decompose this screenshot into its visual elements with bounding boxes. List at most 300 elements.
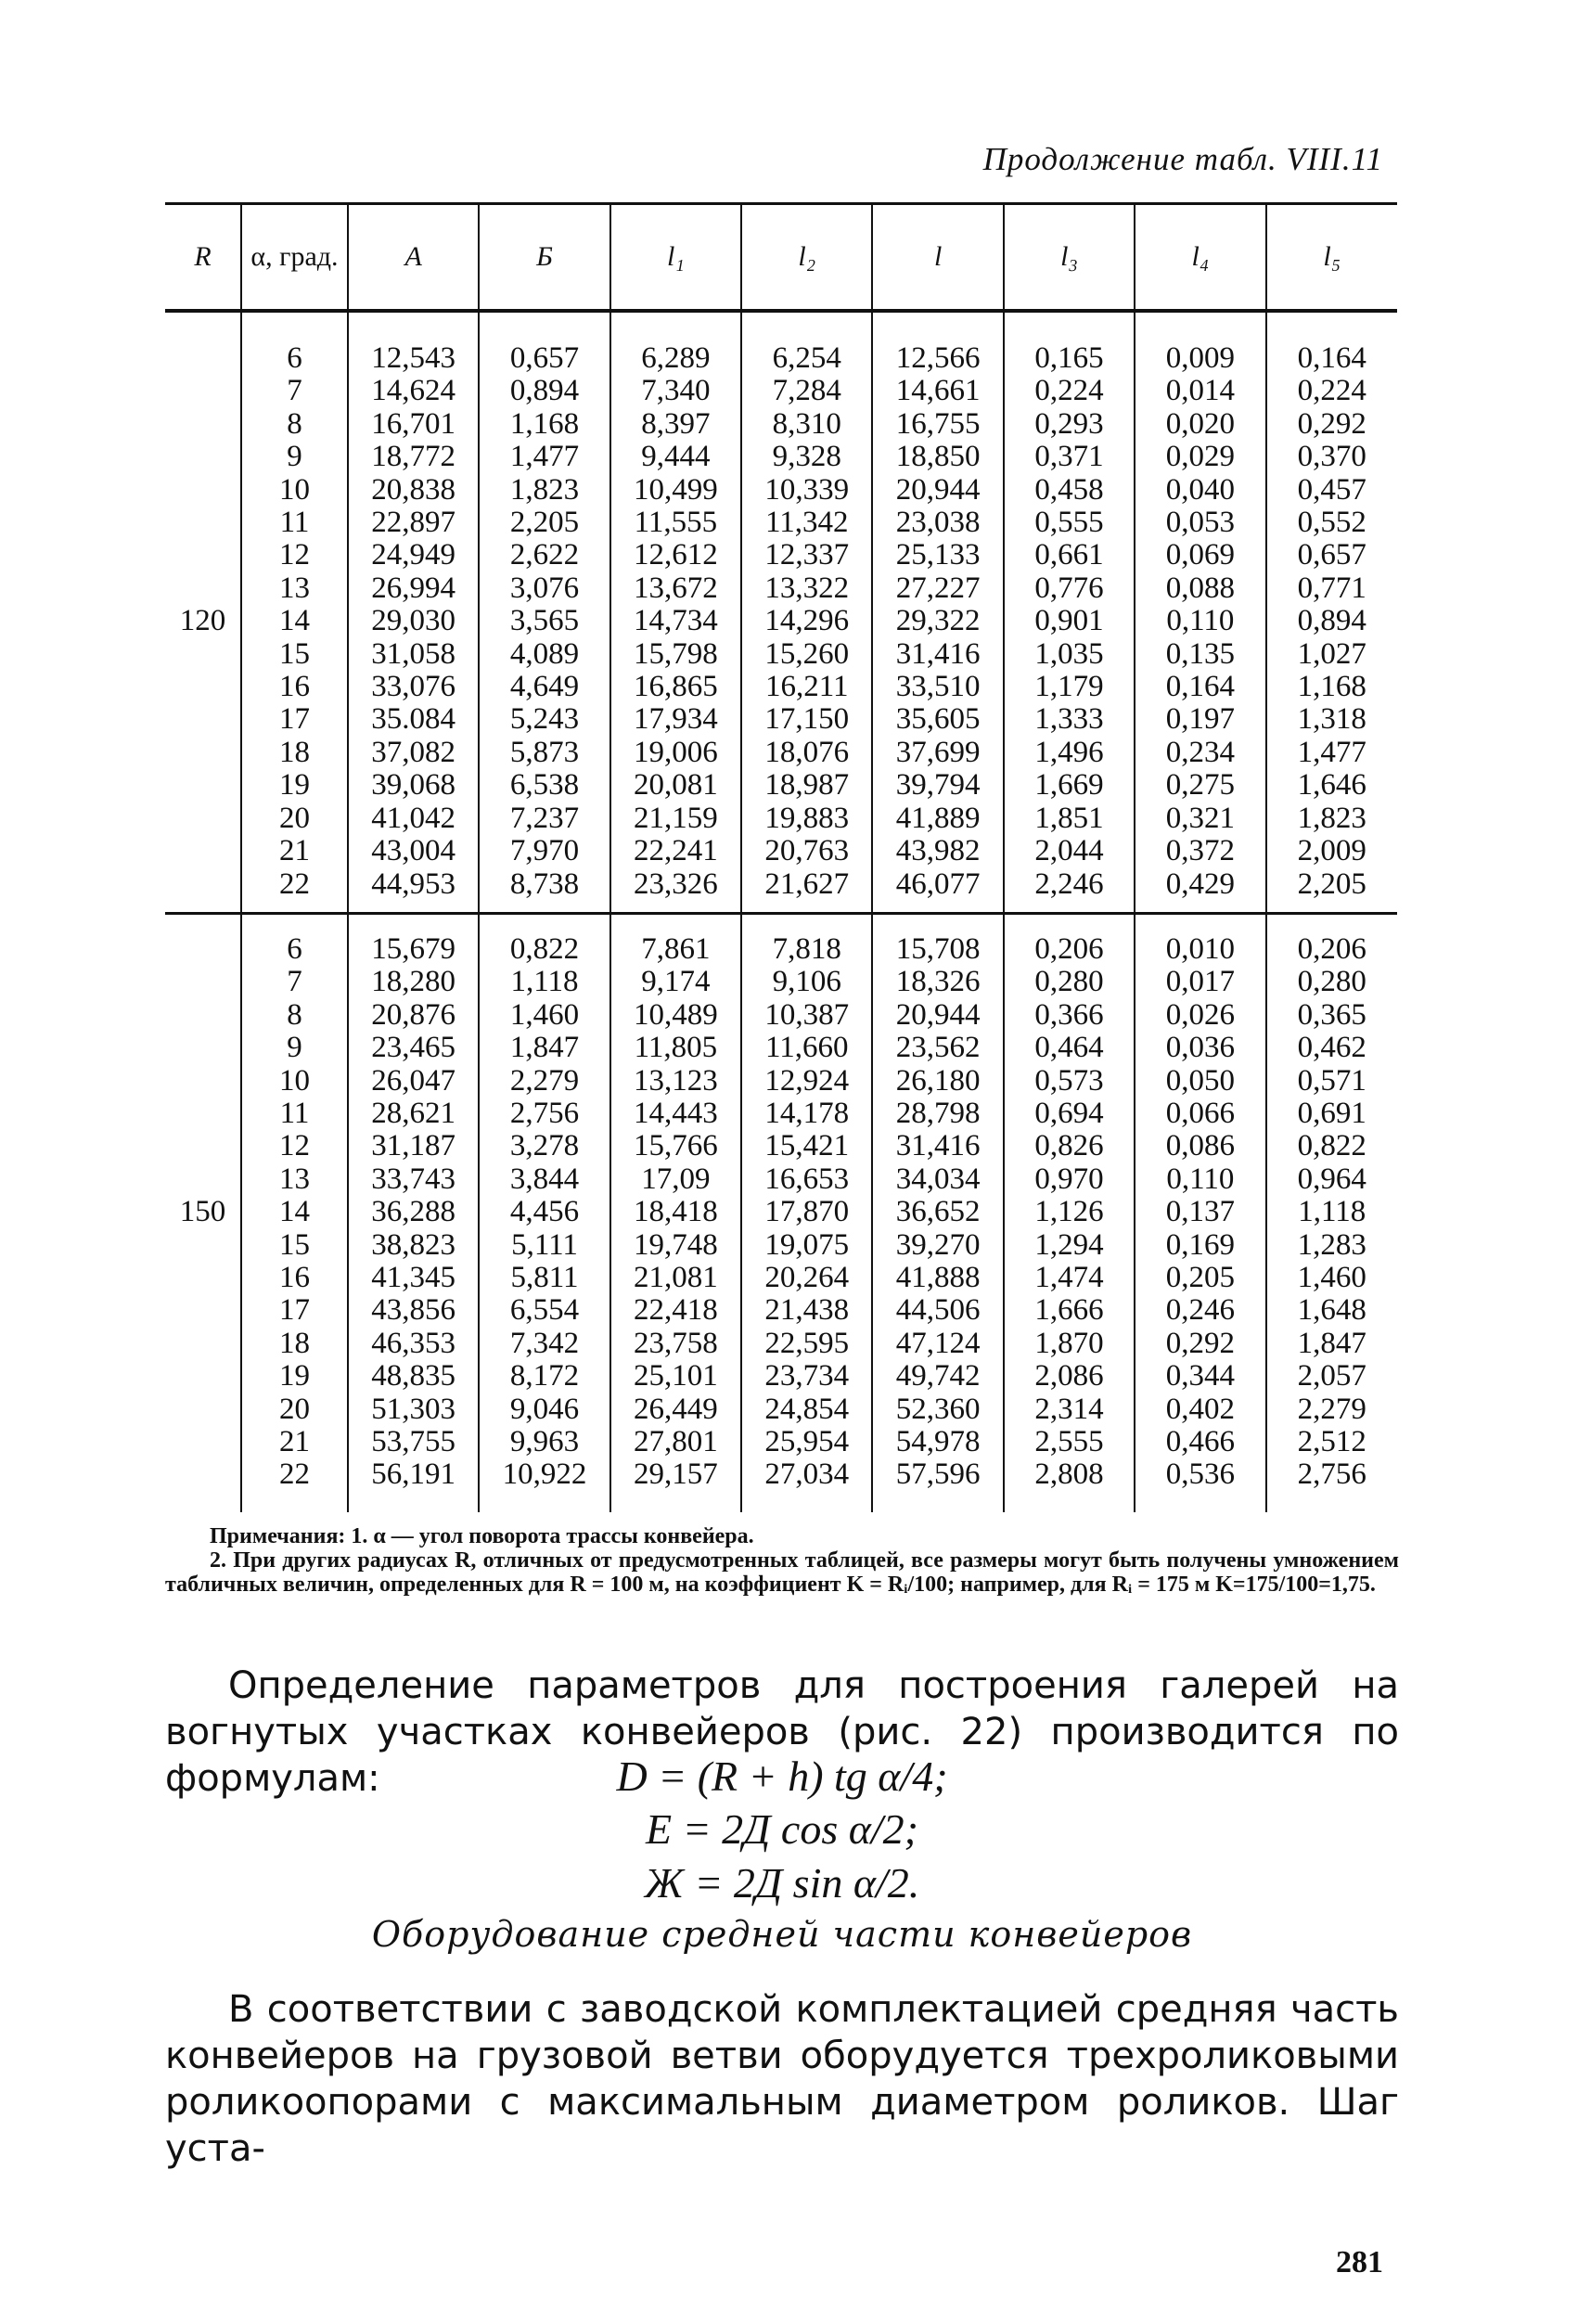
table-cell: 0,371	[1034, 440, 1104, 474]
table-cell: 2,279	[1297, 1392, 1366, 1426]
column-l3	[1004, 913, 1135, 1511]
table-cell: 1,823	[1297, 801, 1366, 835]
table-cell: 0,029	[1165, 440, 1235, 474]
header-l5: l₅	[1266, 204, 1397, 312]
table-cell: 16	[278, 670, 310, 704]
table-cell: 0,657	[509, 341, 580, 375]
column-a	[348, 311, 479, 913]
table-cell: 1,035	[1034, 636, 1104, 671]
formula-zh: Ж = 2Д sin α/2.	[644, 1859, 920, 1907]
table-cell: 29,030	[371, 604, 456, 638]
table-cell: 9	[287, 440, 302, 474]
data-table	[165, 202, 1397, 1512]
table-cell: 0,036	[1165, 1031, 1235, 1065]
table-caption: Продолжение табл. VIII.11	[982, 141, 1383, 177]
table-cell: 9,963	[509, 1425, 580, 1458]
table-cell: 13,123	[634, 1063, 718, 1098]
table-cell: 12	[278, 1129, 310, 1163]
table-cell: 27,034	[764, 1457, 850, 1492]
table-cell: 26,994	[371, 571, 456, 605]
table-cell: 2,205	[1297, 867, 1366, 901]
table-cell: 18	[278, 1326, 310, 1360]
table-cell: 3,076	[509, 571, 580, 605]
table-cell: 20	[278, 801, 310, 835]
table-cell: 16,653	[764, 1162, 850, 1196]
table-cell: 3,565	[509, 604, 580, 638]
table-cell: 33,076	[371, 670, 456, 704]
column-l3	[1004, 311, 1135, 913]
table-block-r120	[165, 311, 1397, 913]
table-cell: 41,888	[895, 1260, 981, 1294]
table-cell: 0,822	[1297, 1129, 1366, 1163]
table-cell: 0,010	[1165, 931, 1235, 966]
table-cell: 41,345	[371, 1260, 456, 1294]
table-cell: 0,370	[1297, 440, 1366, 474]
table-cell: 1,460	[509, 997, 580, 1032]
table-cell: 43,004	[371, 834, 456, 868]
table-cell: 51,303	[371, 1392, 456, 1426]
table-cell: 15	[278, 1227, 310, 1262]
table-cell: 0,402	[1165, 1392, 1235, 1426]
table-cell: 18	[278, 735, 310, 769]
table-cell: 0,164	[1297, 341, 1366, 375]
table-cell: 24,854	[764, 1392, 850, 1426]
header-r: R	[165, 204, 241, 312]
table-cell: 10,387	[764, 997, 850, 1032]
table-cell: 17	[278, 1293, 310, 1328]
table-cell: 7,284	[772, 374, 841, 408]
table-cell: 2,246	[1034, 867, 1104, 901]
table-cell: 9,328	[772, 440, 841, 474]
table-cell: 34,034	[895, 1162, 981, 1196]
table-cell: 2,044	[1034, 834, 1104, 868]
table-cell: 31,416	[895, 636, 981, 671]
table-cell: 22,595	[764, 1326, 850, 1360]
table-cell: 43,856	[371, 1293, 456, 1328]
table-cell: 7,342	[509, 1326, 580, 1360]
table-cell: 48,835	[371, 1359, 456, 1393]
table-cell: 0,066	[1165, 1096, 1235, 1130]
table-cell: 20,838	[371, 472, 456, 507]
table-cell: 49,742	[895, 1359, 981, 1393]
table-cell: 17	[278, 702, 310, 737]
table-cell: 2,808	[1034, 1457, 1104, 1492]
table-cell: 9,046	[509, 1392, 580, 1426]
table-cell: 12	[278, 538, 310, 572]
table-cell: 21	[278, 1425, 310, 1458]
table-cell: 1,847	[1297, 1326, 1366, 1360]
table-cell: 0,771	[1297, 571, 1366, 605]
table-cell: 1,318	[1297, 702, 1366, 737]
table-cell: 21,159	[634, 801, 718, 835]
table-cell: 36,652	[895, 1195, 981, 1229]
table-cell: 10,339	[764, 472, 850, 507]
table-cell: 10	[278, 472, 310, 507]
table-cell: 15,766	[634, 1129, 718, 1163]
table-cell: 0,053	[1165, 506, 1235, 540]
table-cell: 10	[278, 1063, 310, 1098]
table-cell: 56,191	[371, 1457, 456, 1492]
table-cell: 23,465	[371, 1031, 456, 1065]
table-cell: 17,09	[641, 1162, 711, 1196]
table-cell: 19,748	[634, 1227, 718, 1262]
table-cell: 2,057	[1297, 1359, 1366, 1393]
table-cell: 15,679	[371, 931, 456, 966]
table-cell: 0,366	[1034, 997, 1104, 1032]
table-cell: 0,009	[1165, 341, 1235, 375]
table-cell: 46,353	[371, 1326, 456, 1360]
table-cell: 47,124	[895, 1326, 981, 1360]
table-cell: 26,047	[371, 1063, 456, 1098]
table-cell: 8,397	[641, 406, 711, 441]
column-l4	[1135, 311, 1265, 913]
table-cell: 1,027	[1297, 636, 1366, 671]
table-cell: 15,421	[764, 1129, 850, 1163]
table-cell: 20,944	[895, 472, 981, 507]
table-cell: 54,978	[895, 1425, 981, 1458]
table-cell: 19	[278, 1359, 310, 1393]
table-cell: 1,474	[1034, 1260, 1104, 1294]
table-cell: 18,987	[764, 768, 850, 802]
table-cell: 0,571	[1297, 1063, 1366, 1098]
table-cell: 8,310	[772, 406, 841, 441]
table-cell: 29,322	[895, 604, 981, 638]
table-cell: 0,894	[509, 374, 580, 408]
table-cell: 9,174	[641, 965, 711, 999]
header-l4: l₄	[1135, 204, 1265, 312]
table-cell: 0,224	[1034, 374, 1104, 408]
note-2: 2. При других радиусах R, отличных от предусмотренных таблицей, все размеры могут быть получены умножением табличных величин, определенных для R = 100 м, на коэффициент K = Rᵢ/100; например, для Rᵢ = 175 м K=175/100=1,75.	[165, 1548, 1399, 1597]
table-cell: 8	[287, 406, 302, 441]
table-cell: 2,086	[1034, 1359, 1104, 1393]
table-cell: 6	[287, 341, 302, 375]
table-cell: 21,081	[634, 1260, 718, 1294]
table-cell: 0,135	[1165, 636, 1235, 671]
table-cell: 1,648	[1297, 1293, 1366, 1328]
table-cell: 39,270	[895, 1227, 981, 1262]
table-cell: 18,850	[895, 440, 981, 474]
radius-cell: 150	[165, 913, 241, 1511]
table-cell: 17,934	[634, 702, 718, 737]
table-cell: 1,333	[1034, 702, 1104, 737]
table-cell: 14,661	[895, 374, 981, 408]
table-cell: 0,826	[1034, 1129, 1104, 1163]
column-b	[479, 311, 609, 913]
table-cell: 0,017	[1165, 965, 1235, 999]
table-cell: 4,456	[509, 1195, 580, 1229]
table-cell: 28,621	[371, 1096, 456, 1130]
table-cell: 26,449	[634, 1392, 718, 1426]
table-cell: 14	[278, 1195, 310, 1229]
table-cell: 0,050	[1165, 1063, 1235, 1098]
column-b	[479, 913, 609, 1511]
table-cell: 11	[279, 506, 310, 540]
table-cell: 8,172	[509, 1359, 580, 1393]
table-cell: 9	[287, 1031, 302, 1065]
table-cell: 1,118	[1298, 1195, 1366, 1229]
table-cell: 0,776	[1034, 571, 1104, 605]
table-cell: 2,756	[1297, 1457, 1366, 1492]
table-cell: 0,466	[1165, 1425, 1235, 1458]
table-cell: 22	[278, 867, 310, 901]
header-l2: l₂	[741, 204, 872, 312]
table-cell: 3,278	[509, 1129, 580, 1163]
table-cell: 20,763	[764, 834, 850, 868]
table-cell: 0,372	[1165, 834, 1235, 868]
table-cell: 2,205	[509, 506, 580, 540]
table-cell: 39,068	[371, 768, 456, 802]
table-cell: 6,289	[641, 341, 711, 375]
table-cell: 5,811	[510, 1260, 579, 1294]
table-cell: 2,314	[1034, 1392, 1104, 1426]
table-cell: 33,743	[371, 1162, 456, 1196]
table-cell: 37,082	[371, 735, 456, 769]
table-cell: 17,150	[764, 702, 850, 737]
header-a: A	[348, 204, 479, 312]
table-cell: 36,288	[371, 1195, 456, 1229]
table-cell: 31,058	[371, 636, 456, 671]
table-cell: 0,234	[1165, 735, 1235, 769]
table-cell: 0,026	[1165, 997, 1235, 1032]
table-cell: 1,477	[509, 440, 580, 474]
table-cell: 23,038	[895, 506, 981, 540]
table-cell: 0,206	[1034, 931, 1104, 966]
table-cell: 0,964	[1297, 1162, 1366, 1196]
column-l1	[610, 311, 741, 913]
table-cell: 1,294	[1034, 1227, 1104, 1262]
table-cell: 9,106	[772, 965, 841, 999]
header-l: l	[872, 204, 1003, 312]
table-cell: 0,321	[1165, 801, 1235, 835]
table-cell: 39,794	[895, 768, 981, 802]
paragraph-equipment: В соответствии с заводской комплектацией средняя часть конвейеров на грузовой ветви оборудуется трехроликовыми роликоопорами с максимальным диаметром роликов. Шаг уста-	[165, 1988, 1399, 2170]
table-cell: 20,876	[371, 997, 456, 1032]
table-cell: 0,205	[1165, 1260, 1235, 1294]
table-cell: 38,823	[371, 1227, 456, 1262]
column-l2	[741, 311, 872, 913]
table-cell: 0,169	[1165, 1227, 1235, 1262]
table-cell: 0,069	[1165, 538, 1235, 572]
table-cell: 7,861	[641, 931, 711, 966]
table-cell: 2,279	[509, 1063, 580, 1098]
table-cell: 7	[287, 374, 302, 408]
table-cell: 0,020	[1165, 406, 1235, 441]
table-cell: 0,429	[1165, 867, 1235, 901]
table-cell: 20	[278, 1392, 310, 1426]
table-cell: 27,227	[895, 571, 981, 605]
table-cell: 0,657	[1297, 538, 1366, 572]
column-alpha	[241, 913, 348, 1511]
table-cell: 0,970	[1034, 1162, 1104, 1196]
column-a	[348, 913, 479, 1511]
table-cell: 1,118	[510, 965, 579, 999]
table-cell: 23,758	[634, 1326, 718, 1360]
table-cell: 3,844	[509, 1162, 580, 1196]
table-cell: 10,489	[634, 997, 718, 1032]
table-cell: 0,110	[1166, 604, 1235, 638]
table-cell: 8	[287, 997, 302, 1032]
header-b: Б	[479, 204, 609, 312]
table-cell: 1,669	[1034, 768, 1104, 802]
table-cell: 28,798	[895, 1096, 981, 1130]
table-cell: 1,283	[1297, 1227, 1366, 1262]
table-cell: 19,883	[764, 801, 850, 835]
table-cell: 33,510	[895, 670, 981, 704]
table-cell: 15	[278, 636, 310, 671]
column-l	[872, 913, 1003, 1511]
header-alpha: α, град.	[241, 204, 348, 312]
table-cell: 0,275	[1165, 768, 1235, 802]
table-cell: 29,157	[634, 1457, 718, 1492]
table-cell: 7	[287, 965, 302, 999]
table-cell: 20,944	[895, 997, 981, 1032]
table-cell: 27,801	[634, 1425, 718, 1458]
table-cell: 9,444	[641, 440, 711, 474]
table-cell: 11,342	[765, 506, 849, 540]
table-cell: 16,211	[765, 670, 849, 704]
table-cell: 1,179	[1034, 670, 1104, 704]
table-cell: 0,040	[1165, 472, 1235, 507]
table-cell: 1,870	[1034, 1326, 1104, 1360]
table-cell: 26,180	[895, 1063, 981, 1098]
table-cell: 0,224	[1297, 374, 1366, 408]
table-cell: 15,260	[764, 636, 850, 671]
table-cell: 23,562	[895, 1031, 981, 1065]
table-cell: 1,496	[1034, 735, 1104, 769]
table-cell: 10,922	[502, 1457, 587, 1492]
table-cell: 7,237	[509, 801, 580, 835]
table-cell: 14,296	[764, 604, 850, 638]
column-l	[872, 311, 1003, 913]
column-l5	[1266, 311, 1397, 913]
table-cell: 0,086	[1165, 1129, 1235, 1163]
table-cell: 11	[279, 1096, 310, 1130]
table-cell: 12,924	[764, 1063, 850, 1098]
table-cell: 14,734	[634, 604, 718, 638]
header-l3: l₃	[1004, 204, 1135, 312]
table-cell: 6,254	[772, 341, 841, 375]
header-l1: l₁	[610, 204, 741, 312]
table-cell: 0,901	[1034, 604, 1104, 638]
table-cell: 5,873	[509, 735, 580, 769]
table-cell: 31,187	[371, 1129, 456, 1163]
table-cell: 4,649	[509, 670, 580, 704]
table-cell: 1,126	[1034, 1195, 1104, 1229]
table-cell: 0,014	[1165, 374, 1235, 408]
column-l5	[1266, 913, 1397, 1511]
table-cell: 23,734	[764, 1359, 850, 1393]
note-1: Примечания: 1. α — угол поворота трассы конвейера.	[210, 1524, 754, 1548]
table-cell: 0,206	[1297, 931, 1366, 966]
table-cell: 12,566	[895, 341, 981, 375]
table-cell: 0,292	[1165, 1326, 1235, 1360]
table-cell: 0,661	[1034, 538, 1104, 572]
table-cell: 21	[278, 834, 310, 868]
table-notes	[165, 1524, 1399, 1597]
table-cell: 0,280	[1034, 965, 1104, 999]
table-cell: 15,708	[895, 931, 981, 966]
table-cell: 2,622	[509, 538, 580, 572]
radius-cell: 120	[179, 604, 226, 638]
table-cell: 44,506	[895, 1293, 981, 1328]
table-block-r150	[165, 913, 1397, 1511]
table-cell: 1,666	[1034, 1293, 1104, 1328]
table-cell: 57,596	[895, 1457, 981, 1492]
column-l1	[610, 913, 741, 1511]
table-cell: 52,360	[895, 1392, 981, 1426]
table-cell: 6,538	[509, 768, 580, 802]
table-cell: 5,111	[511, 1227, 578, 1262]
table-cell: 14,624	[371, 374, 456, 408]
table-cell: 25,101	[634, 1359, 718, 1393]
table-cell: 16	[278, 1260, 310, 1294]
table-cell: 0,552	[1297, 506, 1366, 540]
table-cell: 43,982	[895, 834, 981, 868]
table-cell: 0,822	[509, 931, 580, 966]
column-alpha	[241, 311, 348, 913]
table-cell: 22	[278, 1457, 310, 1492]
table-cell: 18,076	[764, 735, 850, 769]
table-cell: 21,438	[764, 1293, 850, 1328]
table-cell: 10,499	[634, 472, 718, 507]
table-cell: 5,243	[509, 702, 580, 737]
table-cell: 7,970	[509, 834, 580, 868]
table-cell: 2,512	[1297, 1425, 1366, 1458]
table-cell: 11,660	[765, 1031, 849, 1065]
table-cell: 22,418	[634, 1293, 718, 1328]
table-cell: 13,672	[634, 571, 718, 605]
page-number: 281	[1336, 2245, 1383, 2279]
table-cell: 46,077	[895, 867, 981, 901]
table-cell: 1,477	[1297, 735, 1366, 769]
table-cell: 11,805	[634, 1031, 718, 1065]
table-cell: 0,365	[1297, 997, 1366, 1032]
table-cell: 0,292	[1297, 406, 1366, 441]
formula-d: D = (R + h) tg α/4;	[616, 1753, 948, 1800]
table-cell: 0,137	[1165, 1195, 1235, 1229]
table-cell: 0,458	[1034, 472, 1104, 507]
table-cell: 20,264	[764, 1260, 850, 1294]
table-cell: 21,627	[764, 867, 850, 901]
table-cell: 1,851	[1034, 801, 1104, 835]
table-cell: 15,798	[634, 636, 718, 671]
table-cell: 16,865	[634, 670, 718, 704]
column-l2	[741, 913, 872, 1511]
table-cell: 12,543	[371, 341, 456, 375]
table-cell: 44,953	[371, 867, 456, 901]
table-cell: 53,755	[371, 1425, 456, 1458]
table-cell: 17,870	[764, 1195, 850, 1229]
table-cell: 18,418	[634, 1195, 718, 1229]
table-cell: 18,326	[895, 965, 981, 999]
table-cell: 0,573	[1034, 1063, 1104, 1098]
table-cell: 31,416	[895, 1129, 981, 1163]
table-cell: 2,756	[509, 1096, 580, 1130]
table-cell: 7,340	[641, 374, 711, 408]
table-cell: 1,646	[1297, 768, 1366, 802]
table-cell: 13	[278, 1162, 310, 1196]
table-cell: 20,081	[634, 768, 718, 802]
paragraph-formulas-intro: Определение параметров для построения галерей на вогнутых участках конвейеров (рис. 22) производится по формулам:	[165, 1664, 1399, 1800]
table-cell: 13,322	[764, 571, 850, 605]
table-cell: 0,088	[1165, 571, 1235, 605]
table-cell: 0,894	[1297, 604, 1366, 638]
table-cell: 14,178	[764, 1096, 850, 1130]
table-cell: 0,555	[1034, 506, 1104, 540]
table-cell: 7,818	[772, 931, 841, 966]
table-cell: 35.084	[371, 702, 456, 737]
table-cell: 24,949	[371, 538, 456, 572]
